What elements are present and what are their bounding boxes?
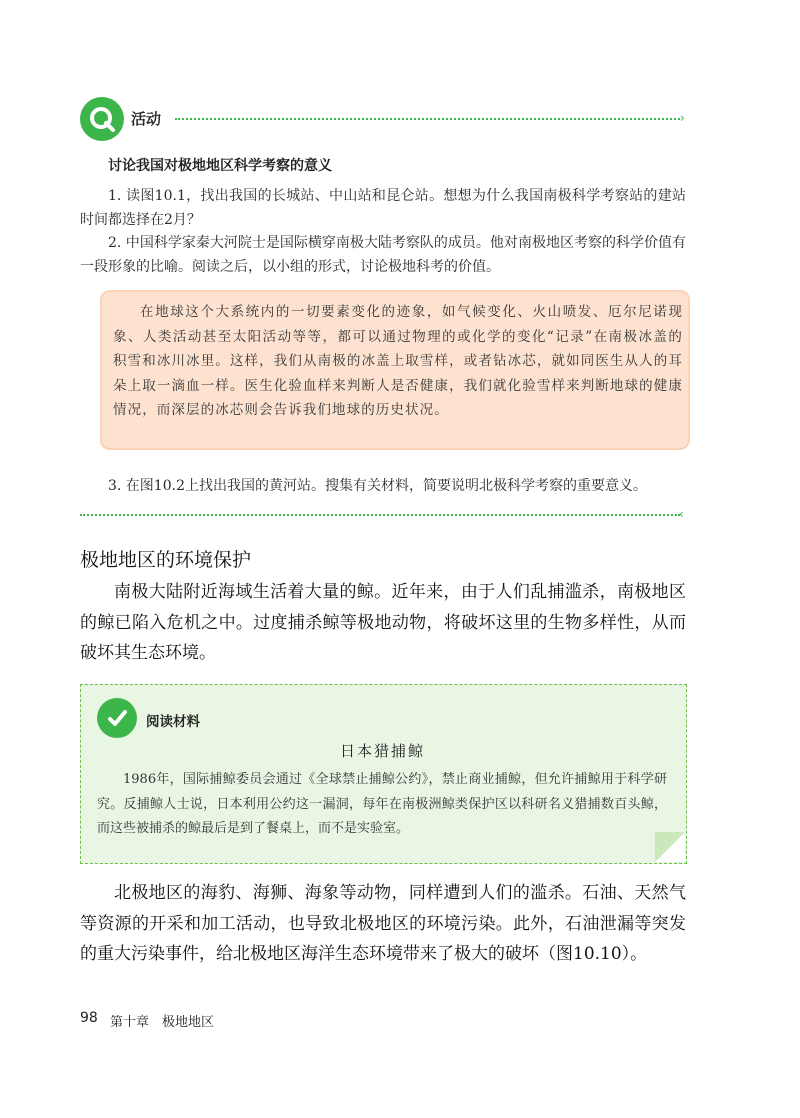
- section-title: 极地地区的环境保护: [80, 549, 252, 571]
- activity-question-3: 3. 在图10.2上找出我国的黄河站。搜集有关材料，简要说明北极科学考察的重要意义。: [108, 478, 647, 494]
- section-paragraph-1: 南极大陆附近海域生活着大量的鲸。近年来，由于人们乱捕滥杀，南极地区的鲸已陷入危机之中。过度捕杀鲸等极地动物，将破坏这里的生物多样性，从而破坏其生态环境。: [80, 582, 686, 663]
- reading-icon: [97, 698, 137, 738]
- chapter-title: 第十章 极地地区: [110, 1015, 215, 1030]
- activity-question-1: 1. 读图10.1，找出我国的长城站、中山站和昆仑站。想想为什么我国南极科学考察站的建站时间都选择在2月？: [80, 188, 686, 228]
- page-number: 98: [80, 1010, 98, 1026]
- activity-label: 活动: [131, 110, 162, 128]
- activity-bottom-divider: [80, 514, 680, 516]
- reading-label: 阅读材料: [146, 714, 200, 730]
- reading-text: 1986年，国际捕鲸委员会通过《全球禁止捕鲸公约》，禁止商业捕鲸，但允许捕鲸用于科学研究。反捕鲸人士说，日本利用公约这一漏洞，每年在南极洲鲸类保护区以科研名义猎捕数百头鲸，而这些被捕杀的鲸最后是到了餐桌上，而不是实验室。: [97, 772, 667, 836]
- section-paragraph-2: 北极地区的海豹、海狮、海象等动物，同样遭到人们的滥杀。石油、天然气等资源的开采和加工活动，也导致北极地区的环境污染。此外，石油泄漏等突发的重大污染事件，给北极地区海洋生态环境带来了极大的破坏（图10.10）。: [80, 883, 686, 964]
- activity-icon: [80, 97, 124, 141]
- divider-arrow-right-icon: ›: [680, 111, 685, 125]
- divider-arrow-left-icon: ‹: [679, 507, 684, 521]
- quote-text: 在地球这个大系统内的一切要素变化的迹象，如气候变化、火山喷发、厄尔尼诺现象、人类活动甚至太阳活动等等，都可以通过物理的或化学的变化“记录”在南极冰盖的积雪和冰川冰里。这样，我们从南极的冰盖上取雪样，或者钻冰芯，就如同医生从人的耳朵上取一滴血一样。医生化验血样来判断人是否健康，我们就化验雪样来判断地球的健康情况，而深层的冰芯则会告诉我们地球的历史状况。: [113, 304, 683, 419]
- activity-top-divider: [175, 118, 680, 120]
- activity-question-2: 2. 中国科学家秦大河院士是国际横穿南极大陆考察队的成员。他对南极地区考察的科学价值有一段形象的比喻。阅读之后，以小组的形式，讨论极地科考的价值。: [80, 235, 686, 275]
- reading-title: 日本猎捕鲸: [339, 742, 425, 760]
- activity-topic: 讨论我国对极地地区科学考察的意义: [108, 158, 332, 174]
